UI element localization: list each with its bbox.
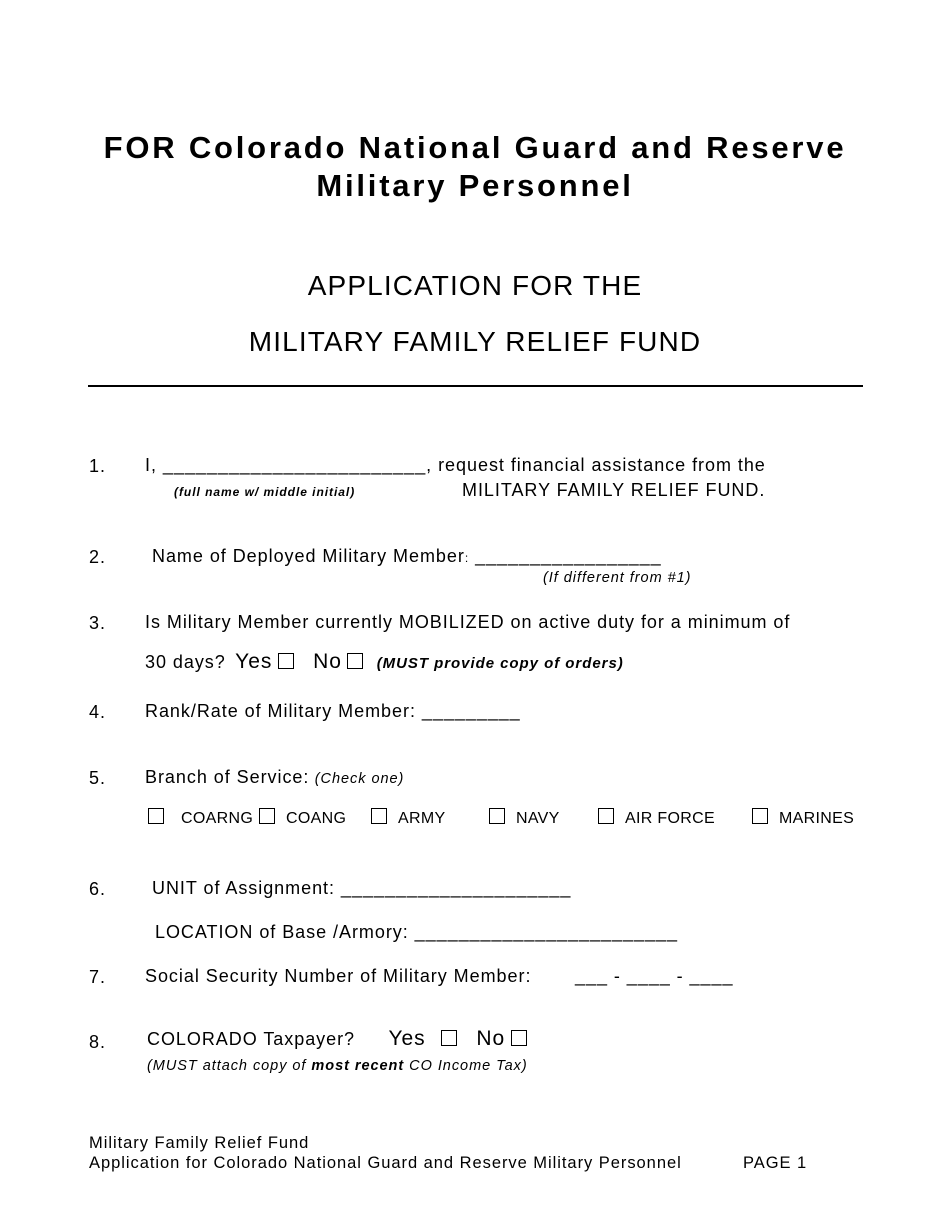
q1-name-field[interactable]: I, ________________________, request financial assistance from the bbox=[145, 455, 766, 475]
q2-colon: : bbox=[464, 551, 470, 565]
q8-no-checkbox[interactable] bbox=[511, 1030, 527, 1046]
subtitle-line-2: MILITARY FAMILY RELIEF FUND bbox=[248, 326, 702, 357]
footer-line-2: Application for Colorado National Guard and Reserve Military Personnel bbox=[89, 1154, 682, 1172]
q8-note bbox=[147, 1058, 528, 1074]
q8-row bbox=[147, 1027, 527, 1051]
q4-rank-field[interactable]: Rank/Rate of Military Member: _________ bbox=[145, 701, 521, 721]
header-divider bbox=[88, 385, 863, 387]
q8-note-pre: (MUST attach copy of bbox=[147, 1058, 312, 1074]
q8-no-label: No bbox=[476, 1027, 506, 1050]
q5-label-row bbox=[145, 767, 404, 788]
q1-number: 1. bbox=[89, 456, 106, 476]
q3-line-1: Is Military Member currently MOBILIZED on active duty for a minimum of bbox=[145, 612, 791, 632]
q1-hint: (full name w/ middle initial) bbox=[174, 485, 356, 499]
q3-yes-label: Yes bbox=[235, 650, 273, 673]
q5-number: 5. bbox=[89, 768, 106, 788]
q4-number: 4. bbox=[89, 702, 106, 722]
q7-label: Social Security Number of Military Member: bbox=[145, 966, 532, 986]
branch-air-force-checkbox[interactable] bbox=[598, 808, 614, 824]
branch-air-force-label: AIR FORCE bbox=[625, 810, 715, 827]
branch-army-label: ARMY bbox=[398, 810, 446, 827]
q1-continuation: MILITARY FAMILY RELIEF FUND. bbox=[462, 480, 766, 500]
q2-hint: (If different from #1) bbox=[543, 570, 692, 586]
q5-hint: (Check one) bbox=[314, 771, 405, 787]
title-line-2: Military Personnel bbox=[316, 168, 634, 203]
branch-army-checkbox[interactable] bbox=[371, 808, 387, 824]
q7-ssn-field[interactable]: ___ - ____ - ____ bbox=[575, 966, 734, 986]
branch-navy-checkbox[interactable] bbox=[489, 808, 505, 824]
title-line-1: FOR Colorado National Guard and Reserve bbox=[103, 130, 847, 165]
q2-blank: _________________ bbox=[475, 546, 662, 566]
q8-label: COLORADO Taxpayer? bbox=[147, 1029, 356, 1049]
q6-unit-field[interactable]: UNIT of Assignment: _____________________ bbox=[152, 878, 572, 898]
branch-coarng-label: COARNG bbox=[181, 810, 254, 827]
q8-number: 8. bbox=[89, 1032, 106, 1052]
q3-note: (MUST provide copy of orders) bbox=[376, 655, 624, 672]
q2-label: Name of Deployed Military Member bbox=[152, 546, 465, 566]
q8-note-bold: most recent bbox=[311, 1058, 405, 1074]
q2-deployed-member-field[interactable] bbox=[152, 546, 662, 567]
subtitle-line-1: APPLICATION FOR THE bbox=[307, 270, 643, 301]
branch-coang-label: COANG bbox=[286, 810, 347, 827]
q8-note-post: CO Income Tax) bbox=[404, 1058, 528, 1074]
branch-navy-label: NAVY bbox=[516, 810, 560, 827]
branch-coang-checkbox[interactable] bbox=[259, 808, 275, 824]
q3-line-2 bbox=[145, 650, 624, 674]
q3-yes-checkbox[interactable] bbox=[278, 653, 294, 669]
footer-line-1: Military Family Relief Fund bbox=[89, 1134, 310, 1152]
q8-yes-checkbox[interactable] bbox=[441, 1030, 457, 1046]
branch-marines-checkbox[interactable] bbox=[752, 808, 768, 824]
q7-number: 7. bbox=[89, 967, 106, 987]
q3-number: 3. bbox=[89, 613, 106, 633]
q6-location-field[interactable]: LOCATION of Base /Armory: ________________________ bbox=[155, 922, 678, 942]
q8-yes-label: Yes bbox=[388, 1027, 426, 1050]
q3-days-label: 30 days? bbox=[145, 652, 226, 672]
q6-number: 6. bbox=[89, 879, 106, 899]
q3-no-label: No bbox=[313, 650, 342, 673]
branch-coarng-checkbox[interactable] bbox=[148, 808, 164, 824]
branch-marines-label: MARINES bbox=[779, 810, 855, 827]
footer-page-number: PAGE 1 bbox=[743, 1154, 808, 1172]
q2-number: 2. bbox=[89, 547, 106, 567]
q5-label: Branch of Service: bbox=[145, 767, 310, 787]
q3-no-checkbox[interactable] bbox=[347, 653, 363, 669]
